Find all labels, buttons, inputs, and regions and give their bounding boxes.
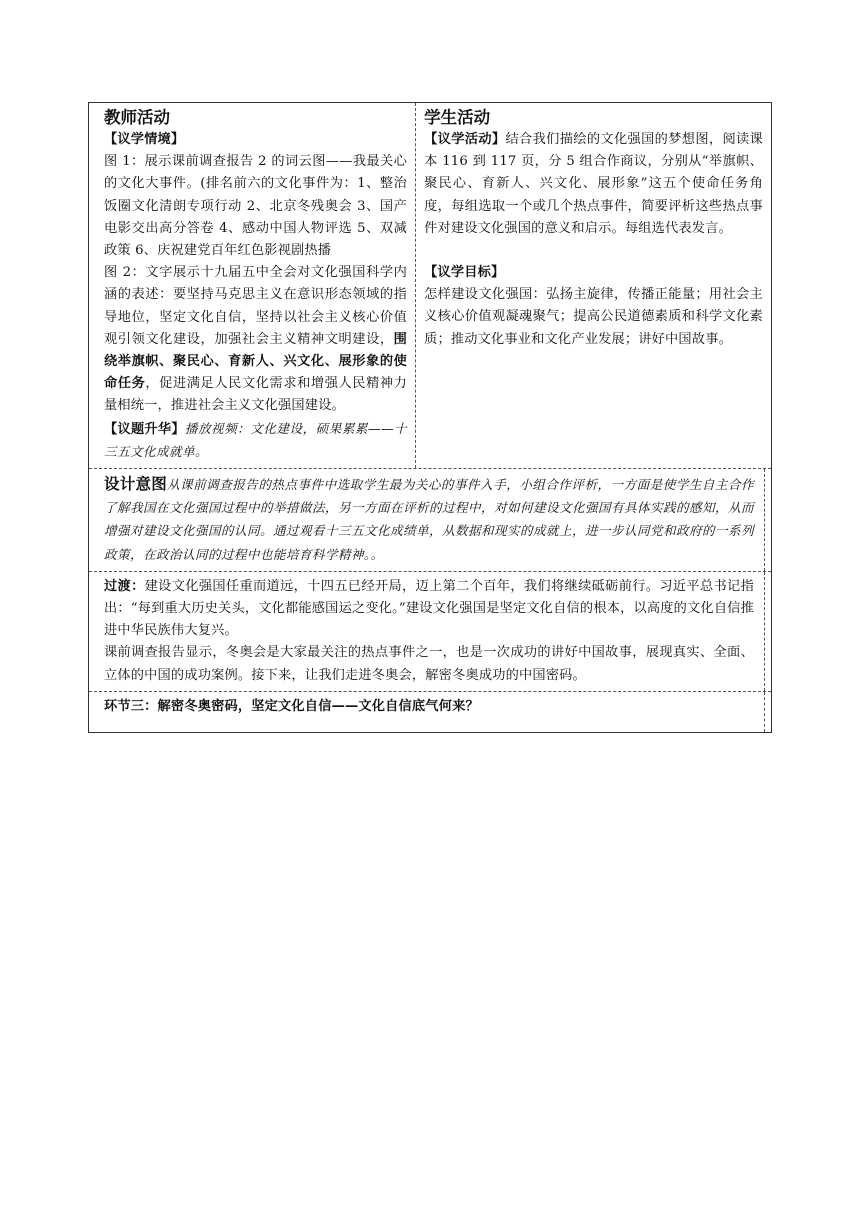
transition-text-1: 建设文化强国任重而道远，十四五已经开局，迈上第二个百年，我们将继续砥砺前行。习近平总书记指出：“每到重大历史关头，文化都能感国运之变化。”建设文化强国是坚定文化自信的根本，以高度的文化自信推进中华民族伟大复兴。 (104, 578, 754, 639)
section-three-cell (89, 692, 765, 732)
goal-label: 【议学目标】 (424, 265, 505, 281)
figure1-description: 图 1：展示课前调查报告 2 的词云图——我最关心的文化大事件。(排名前六的文化事件为：1、整治饭圈文化清朗专项行动 2、北京冬残奥会 3、国产电影交出高分答卷 4、感动中国人物评选 5、双减政策 6、庆祝建党百年红色影视剧热播 (104, 154, 408, 259)
student-activity-cell (416, 103, 771, 468)
teacher-activity-title: 教师活动 (104, 108, 170, 127)
transition-cell (89, 572, 765, 691)
activities-row (89, 103, 771, 469)
goal-text: 怎样建设文化强国：弘扬主旋律，传播正能量；用社会主义核心价值观凝魂聚气；提高公民道德素质和科学文化素质；推动文化事业和文化产业发展；讲好中国故事。 (424, 287, 763, 347)
upgrade-label: 【议题升华】 (104, 421, 185, 437)
activity-label: 【议学活动】 (424, 132, 506, 147)
transition-paragraph-1 (104, 576, 754, 643)
figure2-text-a: 图 2：文字展示十九届五中全会对文化强国科学内涵的表述：要坚持马克思主义在意识形态领域的指导地位，坚定文化自信，坚持以社会主义核心价值观引领文化建设，加强社会主义精神文明建设， (104, 265, 408, 347)
teacher-activity-cell (89, 103, 416, 468)
transition-row (89, 572, 771, 692)
design-intent-text: 从课前调查报告的热点事件中选取学生最为关心的事件入手，小组合作评析，一方面是使学生自主合作了解我国在文化强国过程中的举措做法，另一方面在评析的过程中，对如何建设文化强国有具体实践的感知，从而增强对建设文化强国的认同。通过观看十三五文化成绩单，从数据和现实的成就上，进一步认同党和政府的一系列政策，在政治认同的过程中也能培育科学精神。。 (104, 477, 754, 562)
design-intent-row (89, 469, 771, 572)
figure2-description (104, 262, 407, 417)
section-three-row (89, 692, 771, 732)
learning-activity (424, 129, 763, 240)
student-activity-title: 学生活动 (424, 108, 491, 127)
transition-paragraph-2: 课前调查报告显示，冬奥会是大家最关注的热点事件之一，也是一次成功的讲好中国故事，展现真实、全面、立体的中国的成功案例。接下来，让我们走进冬奥会，解密冬奥成功的中国密码。 (104, 645, 754, 683)
upgrade-text: 播放视频：文化建设，硕果累累——十三五文化成就单。 (104, 420, 408, 459)
design-intent-label: 设计意图 (104, 475, 168, 494)
activity-text: 结合我们描绘的文化强国的梦想图，阅读课本 116 到 117 页，分 5 组合作商议，分别从“举旗帜、聚民心、育新人、兴文化、展形象”这五个使命任务角度，每组选取一个或几个热点事件，简要评析这些热点事件对建设文化强国的意义和启示。每组选代表发言。 (424, 132, 763, 236)
design-intent-cell (89, 469, 765, 571)
transition-label: 过渡： (104, 578, 145, 594)
design-intent-paragraph (104, 473, 754, 567)
spacer (424, 240, 763, 262)
lesson-plan-table (88, 102, 772, 733)
figure2-text-b: ，促进满足人民文化需求和增强人民精神力量相统一，推进社会主义文化强国建设。 (104, 376, 408, 414)
topic-upgrade (104, 418, 407, 464)
situation-label: 【议学情境】 (104, 132, 185, 147)
figure2-bold-text: 围绕举旗帜、聚民心、育新人、兴文化、展形象的使命任务 (104, 331, 408, 392)
section-three-title: 环节三：解密冬奥密码，坚定文化自信——文化自信底气何来？ (104, 698, 479, 714)
